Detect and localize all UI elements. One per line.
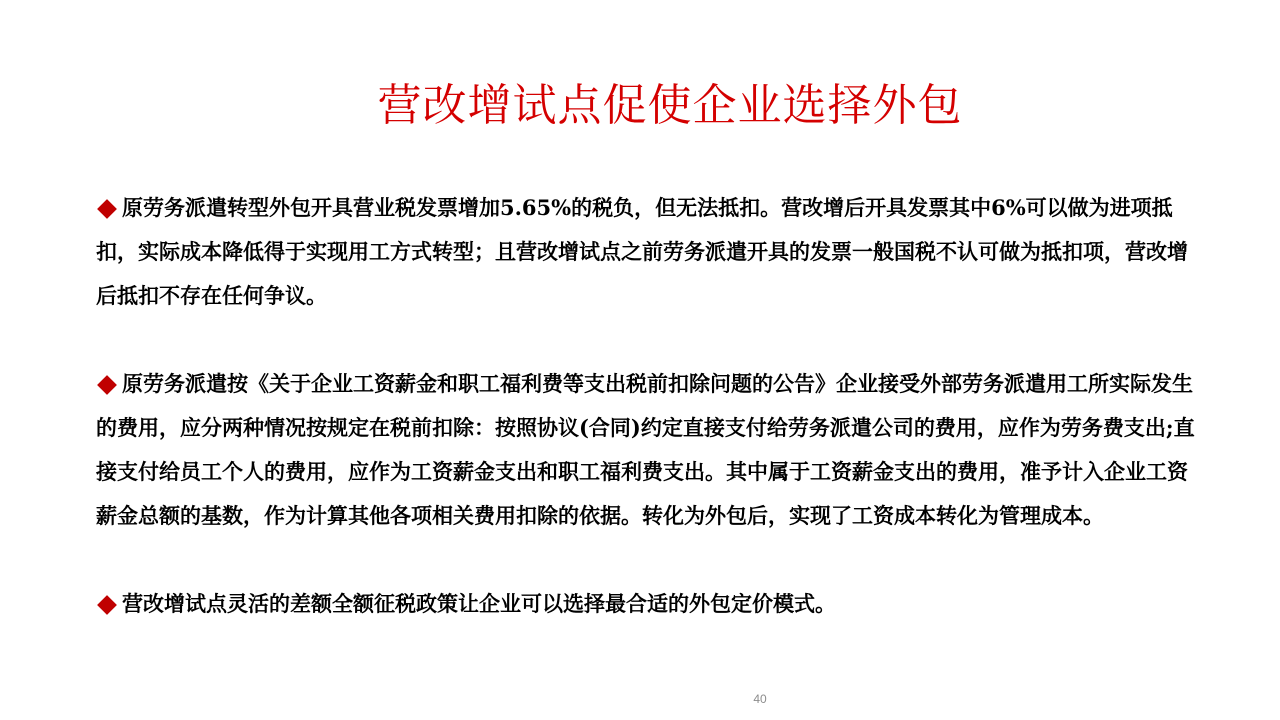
bullet-paragraph-1 <box>96 186 1196 318</box>
bullet-paragraph-3 <box>96 582 1196 626</box>
red-diamond-bullet-icon <box>97 595 117 615</box>
paragraph-text: 营改增试点灵活的差额全额征税政策让企业可以选择最合适的外包定价模式。 <box>122 591 836 616</box>
red-diamond-bullet-icon <box>97 375 117 395</box>
page-number: 40 <box>753 692 767 706</box>
paragraph-text: 原劳务派遣按《关于企业工资薪金和职工福利费等支出税前扣除问题的公告》企业接受外部劳务派遣用工所实际发生的费用，应分两种情况按规定在税前扣除：按照协议(合同)约定直接支付给劳务派遣公司的费用，应作为劳务费支出;直接支付给员工个人的费用，应作为工资薪金支出和职工福利费支出。其中属于工资薪金支出的费用，准予计入企业工资薪金总额的基数，作为计算其他各项相关费用扣除的依据。转化为外包后，实现了工资成本转化为管理成本。 <box>96 371 1195 528</box>
bullet-paragraph-2 <box>96 362 1196 538</box>
paragraph-text: 原劳务派遣转型外包开具营业税发票增加5.65%的税负，但无法抵扣。营改增后开具发票其中6%可以做为进项抵扣，实际成本降低得于实现用工方式转型；且营改增试点之前劳务派遣开具的发票一般国税不认可做为抵扣项，营改增后抵扣不存在任何争议。 <box>96 195 1188 308</box>
slide-content <box>96 186 1196 626</box>
red-diamond-bullet-icon <box>97 199 117 219</box>
slide-title: 营改增试点促使企业选择外包 <box>377 80 963 131</box>
